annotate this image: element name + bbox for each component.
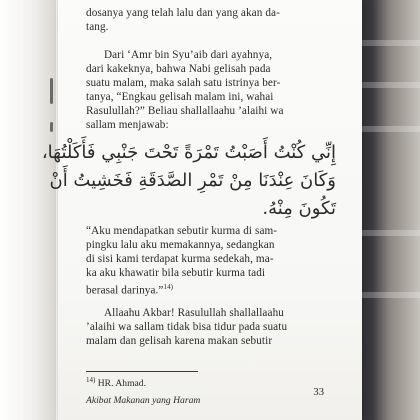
arabic-text-line: تَكُونَ مِنْهُ. bbox=[262, 198, 336, 219]
page-edge-mark bbox=[50, 78, 53, 104]
book-stripe bbox=[352, 82, 420, 88]
text-line: tanya, “Engkau gelisah malam ini, wahai bbox=[86, 91, 274, 103]
text-line: sallam menjawab: bbox=[86, 119, 169, 131]
footnote-ref: 14) bbox=[163, 283, 174, 291]
quote-line: pingku lalu aku memakannya, sedangkan bbox=[86, 239, 275, 251]
quote-line: ka aku khawatir bila sebutir kurma tadi bbox=[86, 267, 266, 279]
adjacent-page-edge bbox=[0, 0, 56, 420]
quote-line: “Aku mendapatkan sebutir kurma di sam- bbox=[86, 225, 278, 237]
text-line: Allaahu Akbar! Rasulullah shallallaahu bbox=[104, 307, 284, 319]
running-footer-title: Akibat Makanan yang Haram bbox=[86, 395, 201, 406]
page-number: 33 bbox=[313, 387, 324, 398]
page-edge-mark bbox=[50, 122, 53, 132]
text-line: Dari ‘Amr bin Syu’aib dari ayahnya, bbox=[104, 49, 273, 61]
quote-line: berasal darinya.” bbox=[86, 284, 164, 297]
book-stripe bbox=[352, 230, 420, 236]
text-line: suatu malam, maka salah satu istrinya ber- bbox=[86, 77, 281, 89]
arabic-text-line: وَكَانَ عِنْدَنَا مِنْ تَمْرِ الصَّدَقَةِ فَخَشِيتُ أَنْ bbox=[49, 170, 336, 191]
footnote-number: 14) bbox=[86, 376, 96, 384]
text-line: Rasulullah?” Beliau shallallaahu ’alaihi wa bbox=[86, 105, 284, 117]
quote-line-end bbox=[86, 280, 173, 298]
text-line: dari kakeknya, bahwa Nabi gelisah pada bbox=[86, 63, 271, 75]
text-line: ’alaihi wa sallam tidak bisa tidur pada suatu bbox=[86, 321, 288, 333]
footnote bbox=[86, 374, 146, 390]
book-page bbox=[41, 0, 362, 420]
quote-line: di sisi kami terdapat kurma sedekah, ma- bbox=[86, 253, 274, 265]
footnote-divider bbox=[86, 371, 198, 372]
book-stripe bbox=[352, 40, 420, 46]
text-line: malam dan gelisah karena makan sebutir bbox=[86, 335, 273, 347]
footnote-text: HR. Ahmad. bbox=[97, 378, 146, 390]
arabic-text-line: إِنِّي كُنْتُ أَصَبْتُ تَمْرَةً تَحْتَ جَنْبِي فَأَكَلْتُهَا، bbox=[41, 142, 336, 163]
book-stripe bbox=[352, 126, 420, 132]
book-stripe bbox=[352, 292, 420, 298]
book-stack bbox=[352, 0, 420, 420]
text-line: dosanya yang telah lalu dan yang akan da- bbox=[86, 7, 280, 19]
text-line: tang. bbox=[86, 21, 109, 33]
